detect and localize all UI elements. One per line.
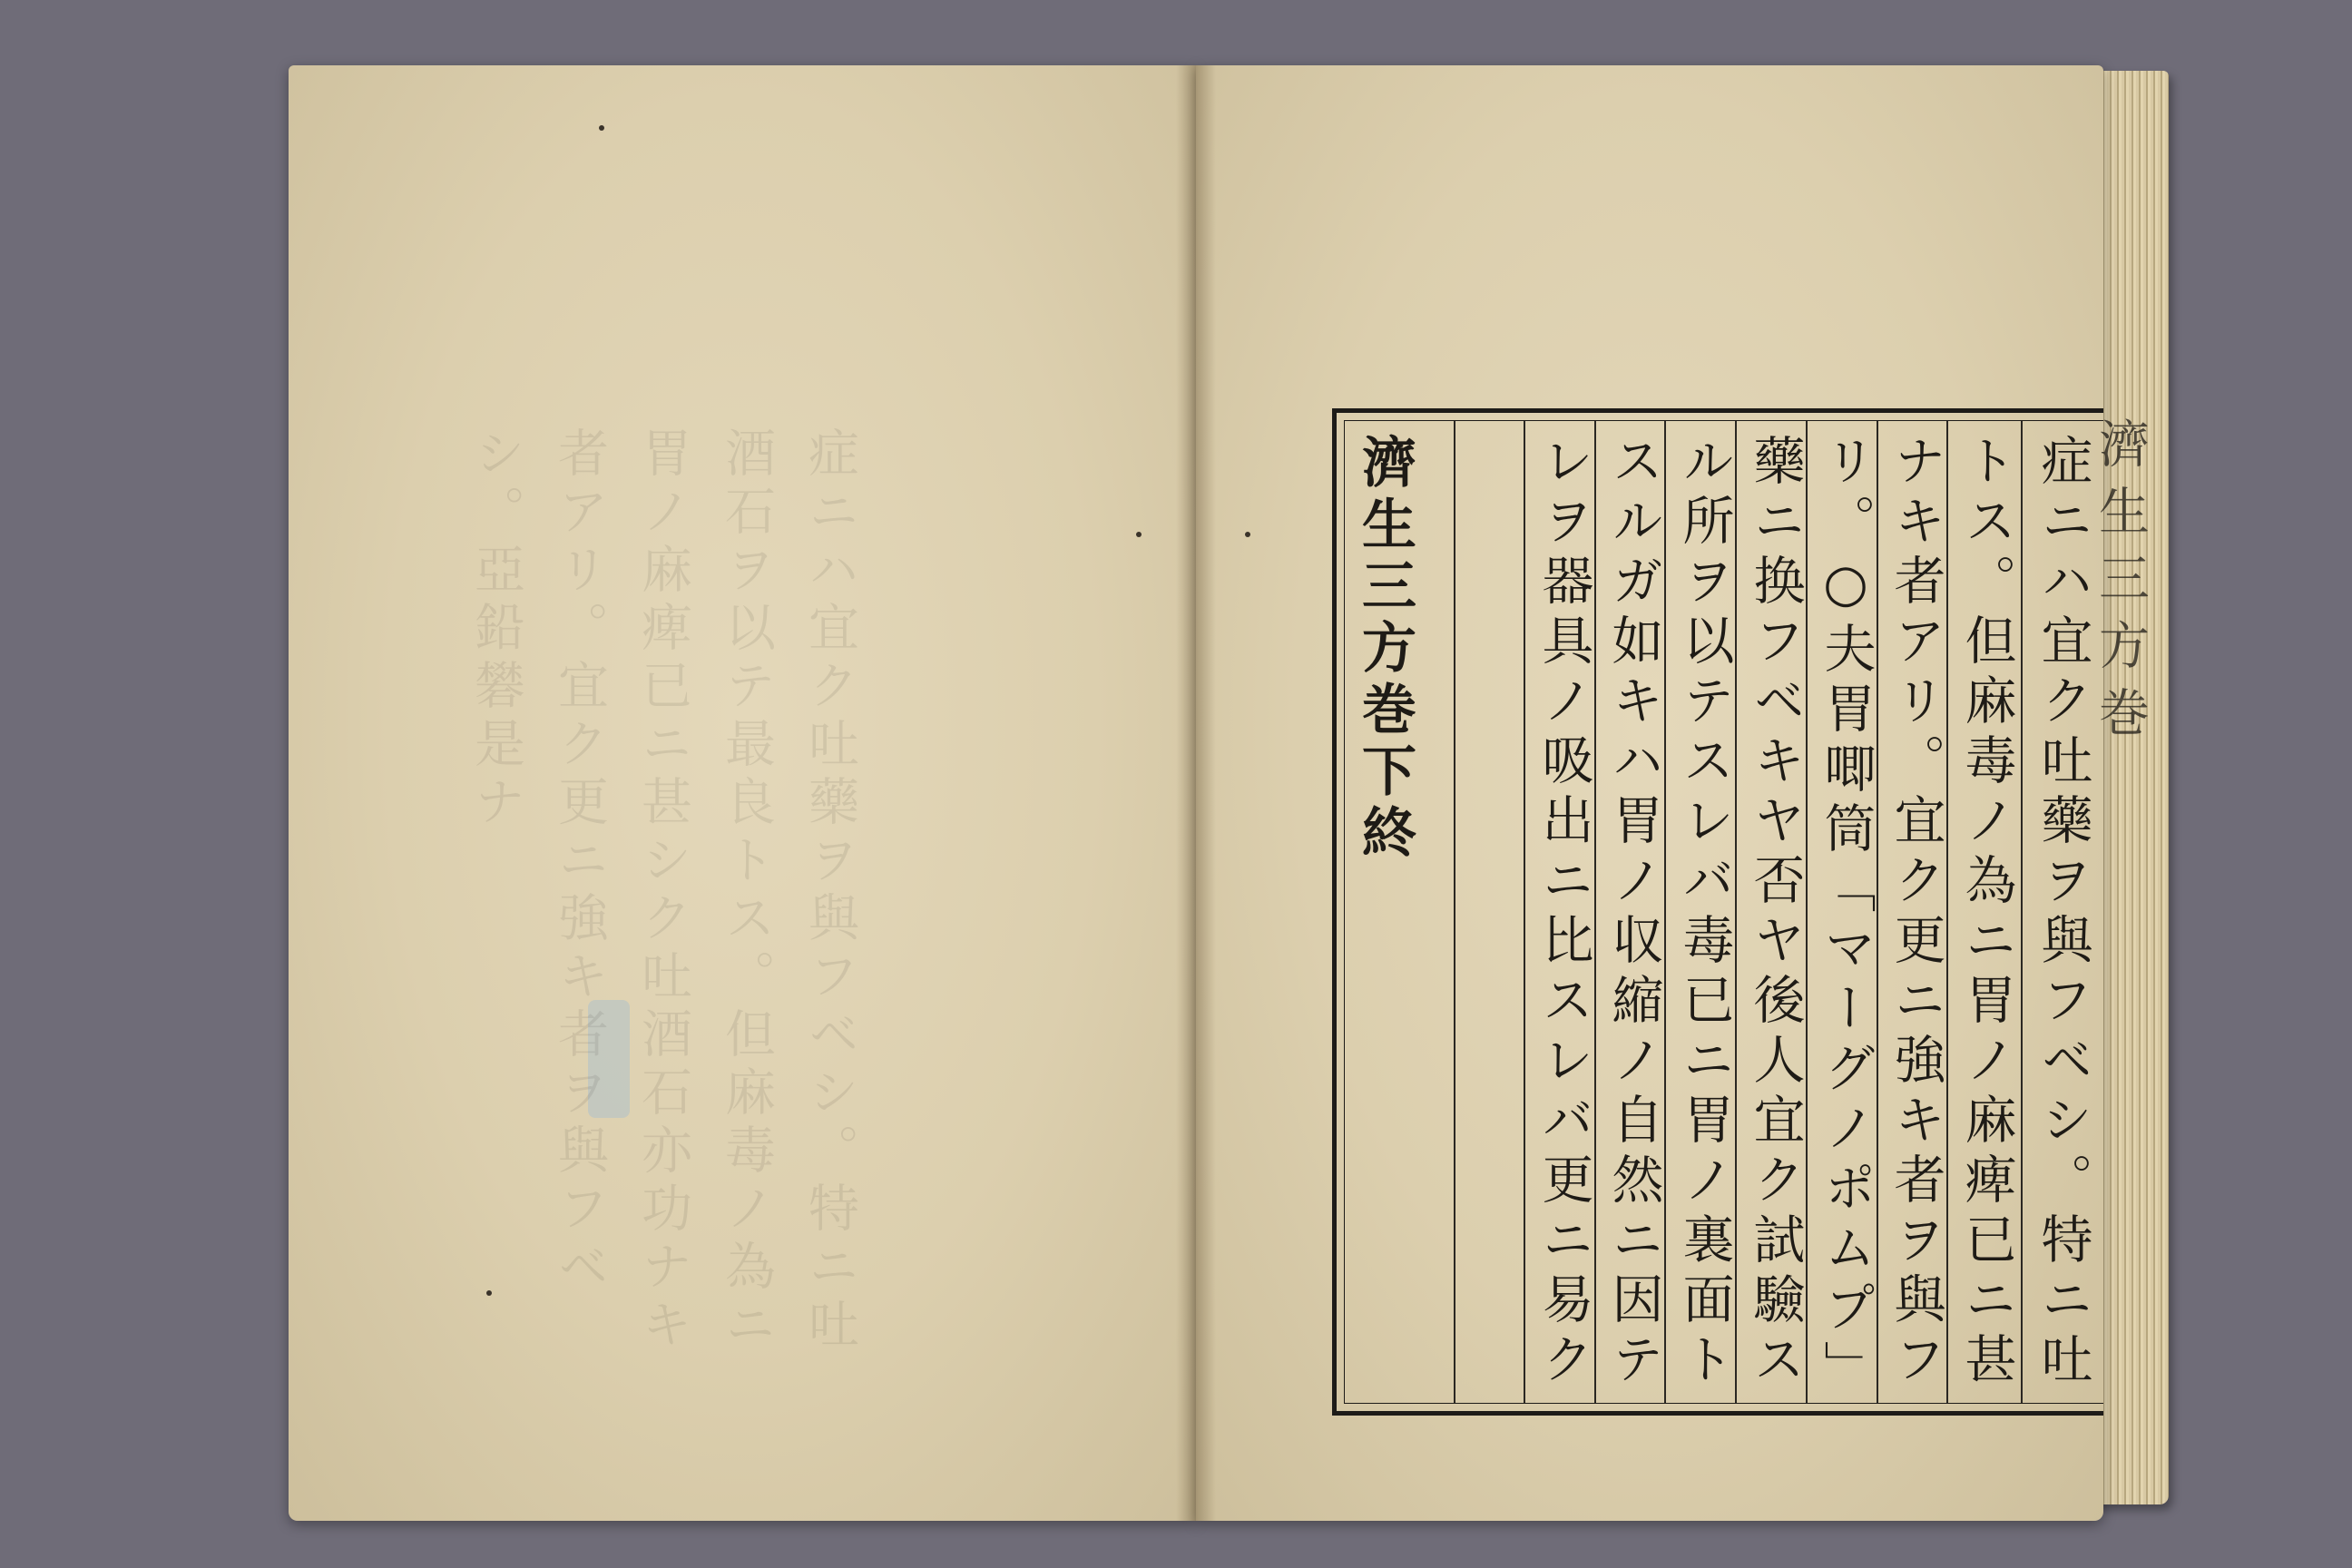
- next-page-title: 濟生三方巻: [2091, 417, 2150, 753]
- text-column-8: レヲ器具ノ吸出ニ比スレバ更ニ易ク: [1534, 434, 1593, 1392]
- column-rule: [1524, 421, 1525, 1403]
- text-column-3: ナキ者アリ。宜ク更ニ強キ者ヲ與フ: [1886, 434, 1945, 1392]
- book-gutter: [1176, 65, 1216, 1521]
- paper-spot: [1245, 532, 1250, 537]
- text-column-7: スルガ如キハ胃ノ収縮ノ自然ニ因テ: [1603, 434, 1663, 1392]
- paper-spot: [1136, 532, 1142, 537]
- volume-end-title: 濟生三方巻下終: [1353, 434, 1416, 866]
- text-column-4: リ。○夫胃唧筒「マーグノポムプ」: [1816, 434, 1876, 1400]
- text-column-2: トス。但麻毒ノ為ニ胃ノ麻痺已ニ甚: [1956, 434, 2016, 1392]
- paper-spot: [599, 125, 604, 131]
- next-page-peek: [2078, 408, 2160, 1416]
- column-rule: [2021, 421, 2023, 1403]
- column-rule: [1454, 421, 1455, 1403]
- text-column-1: 症ニハ宜ク吐藥ヲ與フベシ。特ニ吐: [2033, 434, 2092, 1392]
- text-frame: [1332, 408, 2103, 1416]
- text-frame-inner: [1344, 420, 2103, 1404]
- text-column-6: ル所ヲ以テスレバ毒已ニ胃ノ裏面ト: [1674, 434, 1734, 1392]
- bleed-through-text: 症ニハ宜ク吐藥ヲ與フベシ。特ニ吐酒石ヲ以テ最良トス。但麻毒ノ為ニ胃ノ麻痺已ニ甚シク吐酒石亦功ナキ者アリ。宜ク更ニ強キ者ヲ與フベシ。亞鉛礬是ナ: [466, 426, 859, 1356]
- text-column-5: 藥ニ换フベキヤ否ヤ後人宜ク試驗ス: [1745, 434, 1805, 1392]
